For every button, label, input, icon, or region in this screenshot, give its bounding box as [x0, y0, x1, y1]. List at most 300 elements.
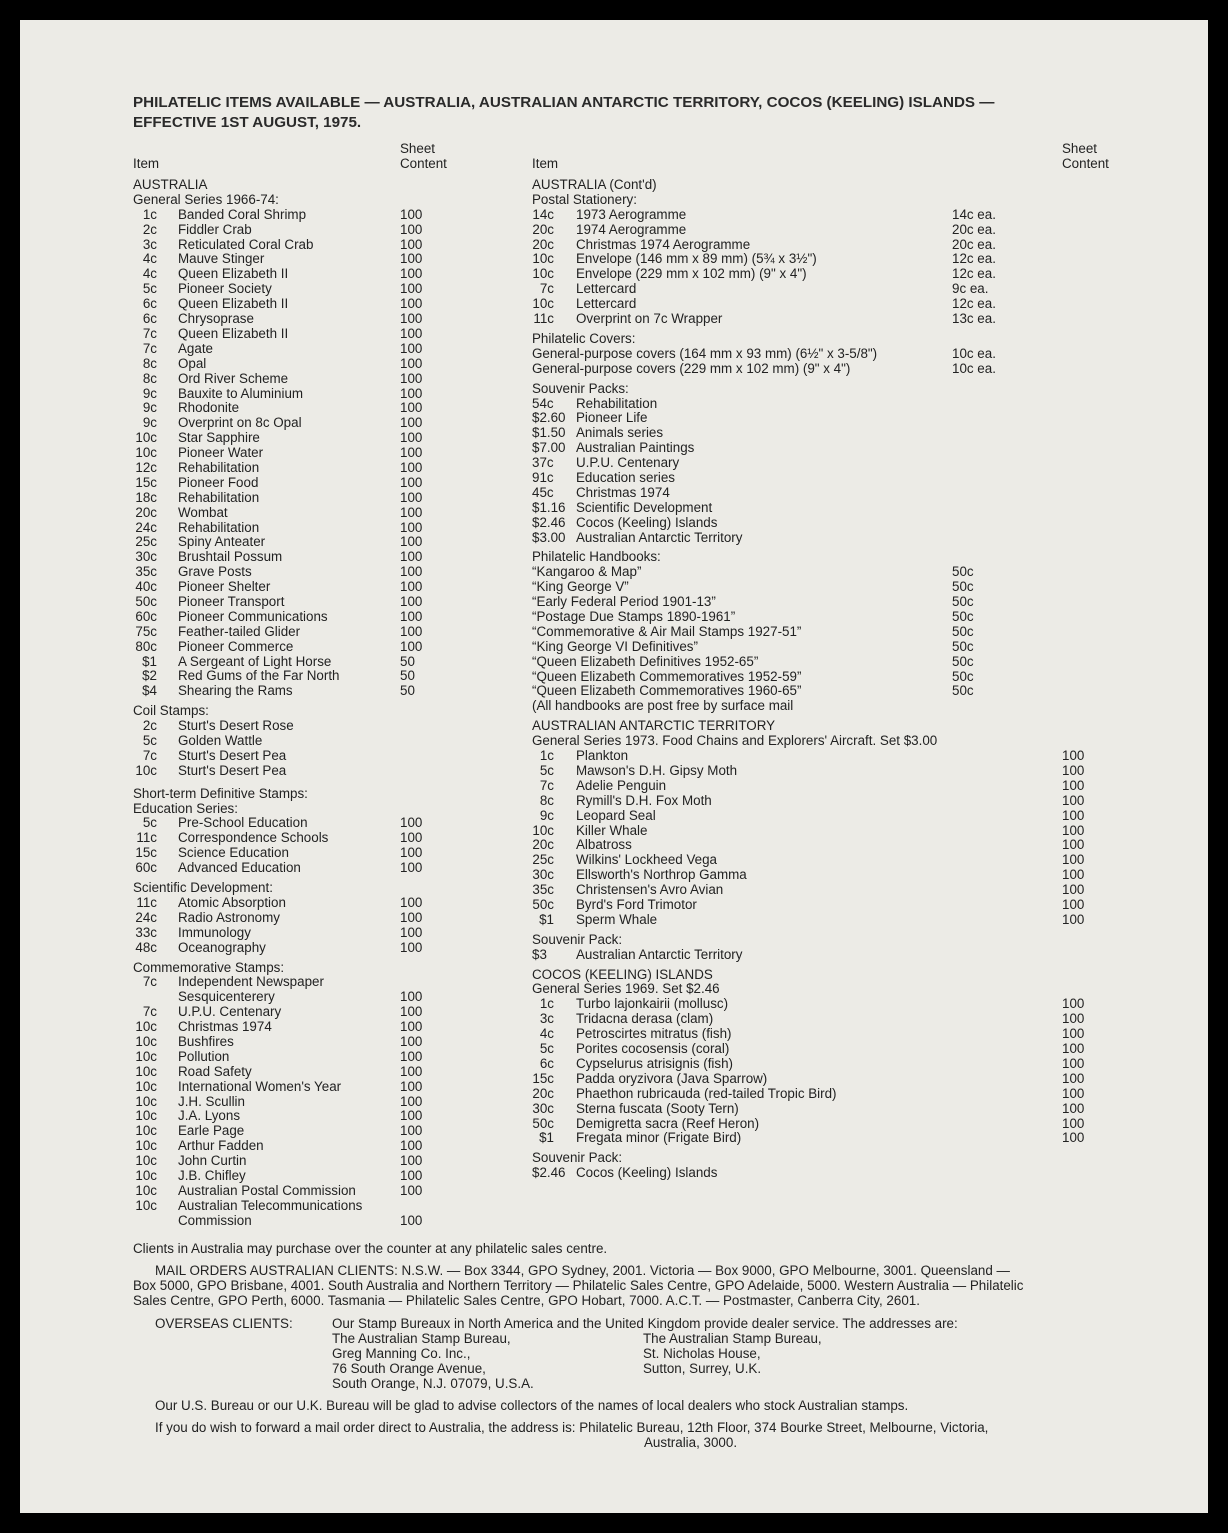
- aat-list: [532, 749, 1132, 928]
- item-name: Pioneer Life: [576, 410, 648, 426]
- list-item: [532, 1087, 1132, 1102]
- item-price: 7c: [142, 747, 157, 763]
- item-price: 15c: [135, 474, 157, 490]
- item-name: Envelope (146 mm x 89 mm) (5¾ x 3½"): [576, 251, 817, 267]
- list-item: [133, 990, 533, 1005]
- list-item: [532, 441, 1132, 456]
- sheet-content: 100: [400, 296, 423, 312]
- item-name: Envelope (229 mm x 102 mm) (9" x 4"): [576, 266, 807, 282]
- item-price: 10c: [135, 1019, 157, 1035]
- item-price: $2: [142, 668, 157, 684]
- list-item: [532, 362, 1132, 377]
- item-name: Education series: [576, 469, 675, 485]
- list-item: [133, 1109, 533, 1124]
- mail-line: Sales Centre, GPO Perth, 6000. Tasmania — Philatelic Sales Centre, GPO Hobart, 7000. A.C.T. — Postmaster, Canberra City, 2601.: [133, 1292, 920, 1308]
- sheet-content: 100: [1062, 1100, 1085, 1116]
- item-name: Ord River Scheme: [178, 370, 289, 386]
- item-price: 2c: [142, 221, 157, 237]
- list-item: [532, 1027, 1132, 1042]
- sheet-content: 100: [400, 924, 423, 940]
- list-item: [532, 764, 1132, 779]
- item-price: 50c: [135, 593, 157, 609]
- item-name: Golden Wattle: [178, 733, 263, 748]
- list-item: [133, 846, 533, 861]
- address-line: South Orange, N.J. 07079, U.S.A.: [332, 1375, 534, 1391]
- item-name: Tridacna derasa (clam): [576, 1011, 714, 1027]
- uk-address: [643, 1332, 822, 1377]
- item-name: Australian Telecommunications: [178, 1197, 363, 1213]
- list-item: [532, 838, 1132, 853]
- section-heading: COCOS (KEELING) ISLANDS: [532, 966, 713, 982]
- list-item: [133, 610, 533, 625]
- item-name: Rehabilitation: [178, 459, 260, 475]
- list-item: [133, 401, 533, 416]
- item-price: 6c: [539, 1055, 554, 1071]
- list-item: [133, 521, 533, 536]
- list-item: [133, 595, 533, 610]
- item-price: 9c: [539, 807, 554, 823]
- list-item: [133, 506, 533, 521]
- item-name: Reticulated Coral Crab: [178, 236, 314, 252]
- item-name: Rehabilitation: [178, 489, 260, 505]
- subsection-heading: Commemorative Stamps:: [133, 959, 285, 975]
- sheet-content: 100: [400, 1019, 423, 1035]
- item-price: 48c: [135, 939, 157, 955]
- sheet-content: 100: [400, 534, 423, 550]
- subsection-heading: Scientific Development:: [133, 880, 273, 896]
- list-item: [133, 1169, 533, 1184]
- cocos-list: [532, 997, 1132, 1146]
- item-rate: 50c: [952, 653, 974, 669]
- sheet-content: 100: [400, 519, 423, 535]
- general-series-list: [133, 208, 533, 699]
- list-item: [133, 1154, 533, 1169]
- list-item: [532, 853, 1132, 868]
- list-item: [532, 749, 1132, 764]
- item-name: Padda oryzivora (Java Sparrow): [576, 1070, 768, 1086]
- sheet-content-heading: [400, 142, 447, 172]
- item-name: Pioneer Transport: [178, 593, 285, 609]
- item-price: 9c: [142, 415, 157, 431]
- sheet-content: 100: [400, 400, 423, 416]
- item-price: 10c: [135, 1033, 157, 1049]
- item-price: 7c: [142, 340, 157, 356]
- item-name: Star Sapphire: [178, 430, 260, 446]
- sheet-content: 100: [1062, 1011, 1085, 1027]
- sheet-heading: Sheet: [1062, 141, 1097, 157]
- list-item: [133, 831, 533, 846]
- sheet-content: 100: [400, 385, 423, 401]
- item-name: Porites cocosensis (coral): [576, 1041, 730, 1057]
- item-price: 11c: [136, 830, 157, 846]
- item-price: 5c: [142, 815, 157, 831]
- item-name: Sesquicenterery: [178, 989, 275, 1005]
- item-price: 3c: [539, 1011, 554, 1027]
- list-item: [532, 913, 1132, 928]
- sheet-content: 100: [1062, 807, 1085, 823]
- sheet-content: 100: [400, 1004, 423, 1020]
- subsection-heading: Short-term Definitive Stamps:: [133, 785, 308, 801]
- item-name: Australian Paintings: [576, 440, 695, 456]
- list-item: [532, 595, 1132, 610]
- item-price: 54c: [532, 395, 554, 411]
- item-name: Oceanography: [178, 939, 266, 955]
- item-name: U.P.U. Centenary: [178, 1004, 282, 1020]
- list-item: [133, 372, 533, 387]
- item-price: $1.50: [532, 425, 566, 441]
- item-name: Rymill's D.H. Fox Moth: [576, 792, 712, 808]
- item-price: 10c: [135, 1197, 157, 1213]
- list-item: [532, 610, 1132, 625]
- item-price: 8c: [539, 792, 554, 808]
- item-rate: 20c ea.: [952, 221, 996, 237]
- list-item: [532, 411, 1132, 426]
- item-name: Overprint on 7c Wrapper: [576, 311, 723, 327]
- item-name: Christmas 1974 Aerogramme: [576, 236, 751, 252]
- item-price: 3c: [142, 236, 157, 252]
- item-name: Cocos (Keeling) Islands: [576, 514, 718, 530]
- item-price: 10c: [135, 1108, 157, 1124]
- item-name: Brushtail Possum: [178, 549, 283, 565]
- item-name: “Queen Elizabeth Definitives 1952-65”: [532, 653, 759, 669]
- item-price: $3.00: [532, 529, 566, 545]
- sheet-content: 100: [400, 593, 423, 609]
- sheet-content: 100: [400, 430, 423, 446]
- list-item: [532, 456, 1132, 471]
- item-price: 50c: [532, 1115, 554, 1131]
- address-line: Greg Manning Co. Inc.,: [332, 1345, 471, 1361]
- item-rate: 50c: [952, 623, 974, 639]
- list-item: [133, 550, 533, 565]
- list-item: [532, 1072, 1132, 1087]
- list-item: [532, 531, 1132, 546]
- content-heading: Content: [1062, 156, 1109, 172]
- item-name: Sturt's Desert Rose: [178, 718, 294, 734]
- item-price: 91c: [532, 469, 554, 485]
- item-name: “Early Federal Period 1901-13”: [532, 594, 716, 610]
- item-name: Science Education: [178, 845, 289, 861]
- sheet-content: 100: [400, 638, 423, 654]
- overseas-text: Our Stamp Bureaux in North America and the United Kingdom provide dealer service. The addresses are:: [332, 1316, 958, 1331]
- list-item: [133, 684, 533, 699]
- list-item: [133, 1005, 533, 1020]
- item-price: 11c: [533, 311, 554, 327]
- left-column: [133, 140, 533, 1229]
- item-name: Australian Antarctic Territory: [576, 529, 743, 545]
- sheet-content: 100: [1062, 867, 1085, 883]
- item-name: Shearing the Rams: [178, 683, 293, 699]
- item-price: 7c: [142, 974, 157, 990]
- list-item: [133, 734, 533, 749]
- item-name: Killer Whale: [576, 822, 648, 838]
- item-name: Animals series: [576, 425, 664, 441]
- item-name: Correspondence Schools: [178, 830, 329, 846]
- sheet-content: 100: [400, 830, 423, 846]
- item-name: U.P.U. Centenary: [576, 455, 680, 471]
- item-name: Feather-tailed Glider: [178, 623, 301, 639]
- item-rate: 12c ea.: [952, 251, 996, 267]
- handbooks-note: (All handbooks are post free by surface mail: [532, 698, 794, 714]
- item-rate: 20c ea.: [952, 236, 996, 252]
- item-name: Pioneer Food: [178, 474, 259, 490]
- sheet-content: 100: [400, 504, 423, 520]
- list-item: [133, 911, 533, 926]
- us-address: [332, 1332, 534, 1392]
- item-name: Christmas 1974: [178, 1019, 272, 1035]
- subsection-heading: Philatelic Covers:: [532, 330, 636, 346]
- item-name: Banded Coral Shrimp: [178, 206, 307, 222]
- item-price: 10c: [135, 1123, 157, 1139]
- footer-forward: [133, 1421, 1123, 1451]
- sheet-content: 100: [1062, 882, 1085, 898]
- item-name: Lettercard: [576, 296, 637, 312]
- section-heading: AUSTRALIAN ANTARCTIC TERRITORY: [532, 718, 776, 734]
- sheet-content: 100: [1062, 996, 1085, 1012]
- list-item: [133, 1080, 533, 1095]
- item-price: 10c: [135, 430, 157, 446]
- sheet-content: 100: [1062, 1115, 1085, 1131]
- sheet-content: 100: [1062, 1085, 1085, 1101]
- list-item: [133, 267, 533, 282]
- item-name: Christmas 1974: [576, 484, 670, 500]
- item-price: 5c: [142, 281, 157, 297]
- forward-line: If you do wish to forward a mail order direct to Australia, the address is: Philatelic Bureau, 12th Floor, 374 Bourke Street, Melbourne, Victoria,: [155, 1420, 989, 1435]
- item-name: Rhodonite: [178, 400, 240, 416]
- sheet-content: 100: [1062, 896, 1085, 912]
- list-item: [133, 387, 533, 402]
- sheet-content: 100: [400, 474, 423, 490]
- item-name: Demigretta sacra (Reef Heron): [576, 1115, 760, 1131]
- sheet-content: 100: [400, 1153, 423, 1169]
- item-price: 25c: [532, 852, 554, 868]
- item-name: Rehabilitation: [178, 519, 260, 535]
- sheet-content: 100: [400, 1078, 423, 1094]
- section-heading: AUSTRALIA (Cont'd): [532, 177, 657, 192]
- footer-clients: Clients in Australia may purchase over the counter at any philatelic sales centre.: [133, 1241, 608, 1256]
- footer-mail-orders: [133, 1264, 1123, 1309]
- list-item: [532, 347, 1132, 362]
- sheet-content: 50: [400, 668, 415, 684]
- item-price: 10c: [532, 251, 554, 267]
- item-name: J.B. Chifley: [178, 1168, 246, 1183]
- item-price: 30c: [135, 549, 157, 565]
- item-price: $7.00: [532, 440, 566, 456]
- item-name: John Curtin: [178, 1153, 247, 1169]
- postal-stationery-list: [532, 208, 1132, 327]
- item-price: 35c: [532, 882, 554, 898]
- item-name: Opal: [178, 355, 207, 371]
- list-item: [133, 431, 533, 446]
- item-name: Radio Astronomy: [178, 909, 280, 925]
- item-name: Sperm Whale: [576, 911, 658, 927]
- sheet-content: 100: [400, 1212, 423, 1228]
- item-name: Mawson's D.H. Gipsy Moth: [576, 762, 738, 778]
- education-list: [133, 816, 533, 876]
- item-price: 5c: [142, 733, 157, 748]
- item-price: 25c: [135, 534, 157, 550]
- item-price: 80c: [135, 638, 157, 654]
- item-name: 1974 Aerogramme: [576, 221, 687, 237]
- item-price: 14c: [532, 206, 554, 222]
- item-rate: 10c ea.: [952, 345, 996, 361]
- item-price: 10c: [135, 1153, 157, 1169]
- item-name: Queen Elizabeth II: [178, 266, 289, 282]
- sheet-content: 100: [400, 815, 423, 831]
- item-price: 45c: [532, 484, 554, 500]
- item-name: Chrysoprase: [178, 311, 254, 327]
- list-item: [133, 342, 533, 357]
- item-name: Sturt's Desert Pea: [178, 747, 287, 763]
- item-name: Byrd's Ford Trimotor: [576, 896, 697, 912]
- mail-line: Box 5000, GPO Brisbane, 4001. South Australia and Northern Territory — Philatelic Sales Centre, GPO Adelaide, 5000. Western Australia — Philatelic: [133, 1277, 1024, 1293]
- right-column: [532, 140, 1132, 1181]
- item-price: 30c: [532, 1100, 554, 1116]
- item-name: Pioneer Society: [178, 281, 272, 297]
- item-name: Pioneer Water: [178, 445, 264, 461]
- sheet-content: 100: [1062, 1055, 1085, 1071]
- list-item: [532, 282, 1132, 297]
- item-name: Grave Posts: [178, 564, 252, 580]
- item-name: Spiny Anteater: [178, 534, 266, 550]
- item-price: 18c: [135, 489, 157, 505]
- list-item: [133, 640, 533, 655]
- list-item: [532, 208, 1132, 223]
- content-heading: Content: [400, 156, 447, 172]
- section-heading: AUSTRALIA: [133, 177, 208, 192]
- list-item: [532, 824, 1132, 839]
- sheet-content: 100: [1062, 1041, 1085, 1057]
- item-rate: 50c: [952, 564, 974, 580]
- list-item: [133, 208, 533, 223]
- item-price: 40c: [135, 579, 157, 595]
- item-price: 24c: [135, 909, 157, 925]
- item-rate: 12c ea.: [952, 296, 996, 312]
- item-price: 15c: [135, 845, 157, 861]
- list-item: [532, 223, 1132, 238]
- item-rate: 14c ea.: [952, 206, 996, 222]
- list-item: [133, 1199, 533, 1214]
- item-name: Arthur Fadden: [178, 1138, 264, 1154]
- item-name: Road Safety: [178, 1063, 252, 1079]
- list-item: [133, 580, 533, 595]
- handbooks-list: [532, 565, 1132, 699]
- sheet-content: 100: [400, 340, 423, 356]
- item-price: 6c: [142, 296, 157, 312]
- list-item: [133, 535, 533, 550]
- list-item: [133, 1095, 533, 1110]
- item-name: Red Gums of the Far North: [178, 668, 340, 684]
- item-name: Turbo lajonkairii (mollusc): [576, 996, 729, 1012]
- item-name: Phaethon rubricauda (red-tailed Tropic Bird): [576, 1085, 837, 1101]
- item-price: 7c: [142, 325, 157, 341]
- list-item: [133, 327, 533, 342]
- list-item: [133, 223, 533, 238]
- sheet-content: 100: [400, 894, 423, 910]
- list-item: [133, 896, 533, 911]
- list-item: [133, 764, 533, 779]
- list-item: [532, 997, 1132, 1012]
- subsection-heading: General Series 1966-74:: [133, 191, 279, 207]
- list-item: [532, 297, 1132, 312]
- list-item: [133, 1214, 533, 1229]
- sheet-content: 100: [1062, 1130, 1085, 1146]
- item-name: Fregata minor (Frigate Bird): [576, 1130, 742, 1146]
- sheet-content: 100: [400, 445, 423, 461]
- list-item: [133, 1184, 533, 1199]
- item-name: Earle Page: [178, 1123, 245, 1139]
- item-price: 20c: [532, 236, 554, 252]
- item-name: Overprint on 8c Opal: [178, 415, 302, 431]
- list-item: [133, 446, 533, 461]
- item-price: 9c: [142, 400, 157, 416]
- item-price: 7c: [539, 777, 554, 793]
- item-price: 8c: [142, 355, 157, 371]
- item-price: 30c: [532, 867, 554, 883]
- sheet-content: 100: [400, 549, 423, 565]
- sheet-content: 100: [400, 325, 423, 341]
- list-item: [133, 941, 533, 956]
- subsection-heading: Postal Stationery:: [532, 191, 637, 207]
- scientific-list: [133, 896, 533, 956]
- item-name: Pre-School Education: [178, 815, 308, 831]
- list-item: [133, 1050, 533, 1065]
- overseas-label: OVERSEAS CLIENTS:: [155, 1316, 293, 1331]
- item-rate: 9c ea.: [952, 281, 989, 297]
- sheet-content: 100: [400, 311, 423, 327]
- item-name: “Postage Due Stamps 1890-1961”: [532, 609, 736, 625]
- item-price: 10c: [532, 266, 554, 282]
- item-price: $1.16: [532, 499, 566, 515]
- item-name: “Queen Elizabeth Commemoratives 1960-65”: [532, 683, 802, 699]
- sheet-content: 100: [400, 579, 423, 595]
- list-item: [532, 1057, 1132, 1072]
- item-price: 20c: [532, 221, 554, 237]
- item-price: 20c: [135, 504, 157, 520]
- sheet-content: 100: [400, 415, 423, 431]
- item-price: 10c: [135, 1182, 157, 1198]
- item-name: Lettercard: [576, 281, 637, 297]
- item-rate: 10c ea.: [952, 360, 996, 376]
- item-name: 1973 Aerogramme: [576, 206, 687, 222]
- item-name: Advanced Education: [178, 860, 301, 876]
- sheet-content: 100: [400, 251, 423, 267]
- item-name: Pioneer Commerce: [178, 638, 294, 654]
- list-item: [133, 297, 533, 312]
- item-name: International Women's Year: [178, 1078, 342, 1094]
- item-name: Christensen's Avro Avian: [576, 882, 724, 898]
- sheet-content: 100: [400, 236, 423, 252]
- sheet-content: 100: [400, 909, 423, 925]
- item-name: Petroscirtes mitratus (fish): [576, 1026, 732, 1042]
- item-price: 11c: [136, 894, 157, 910]
- item-price: $1: [539, 1130, 554, 1146]
- list-item: [133, 357, 533, 372]
- item-price: 35c: [135, 564, 157, 580]
- item-name: Ellsworth's Northrop Gamma: [576, 867, 747, 883]
- list-item: [133, 252, 533, 267]
- sheet-content: 100: [1062, 911, 1085, 927]
- item-rate: 13c ea.: [952, 311, 996, 327]
- item-name: Wilkins' Lockheed Vega: [576, 852, 718, 868]
- subsection-heading: Education Series:: [133, 800, 238, 816]
- item-heading: Item: [532, 156, 559, 172]
- list-item: [133, 476, 533, 491]
- item-price: 10c: [135, 1063, 157, 1079]
- item-name: Pioneer Shelter: [178, 579, 271, 595]
- address-line: The Australian Stamp Bureau,: [643, 1331, 822, 1346]
- item-name: Cypselurus atrisignis (fish): [576, 1055, 734, 1071]
- item-price: $3: [532, 946, 547, 962]
